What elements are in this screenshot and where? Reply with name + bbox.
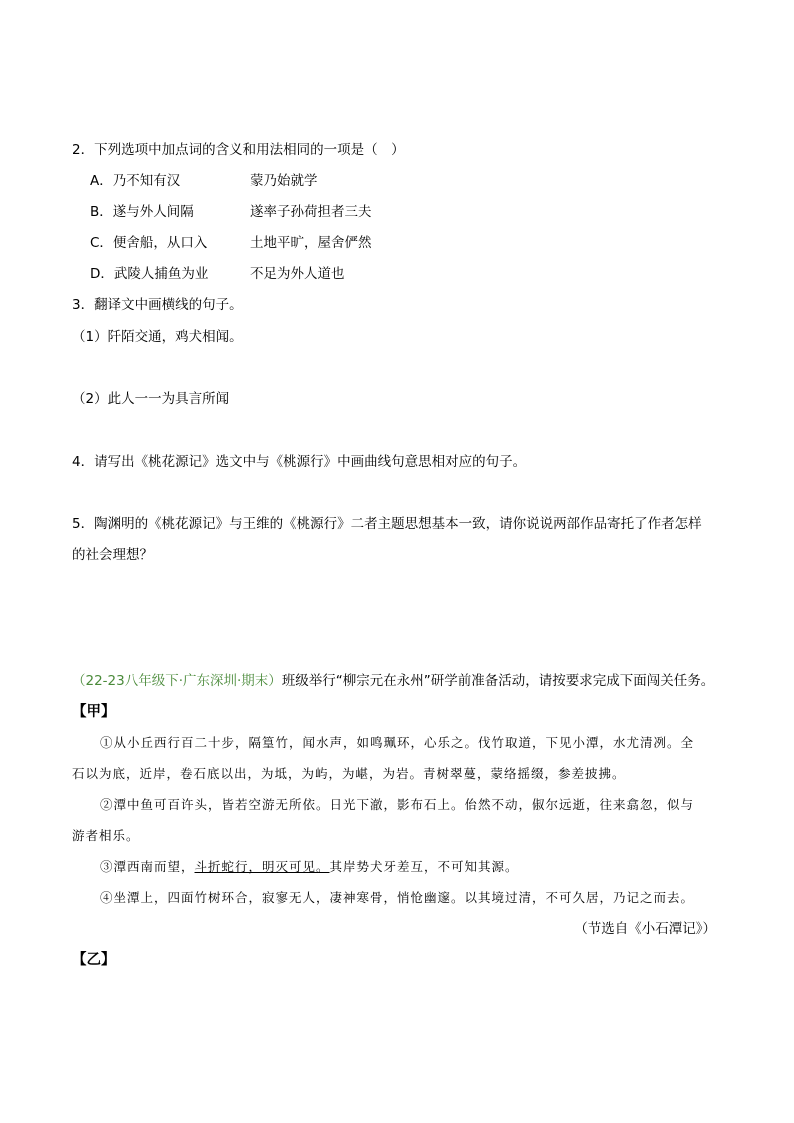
jia-paragraph-2-line-2: 游者相乐。 [72, 828, 140, 843]
q2-stem: 2．下列选项中加点词的含义和用法相同的一项是（ ） [72, 142, 405, 158]
section-instruction: 班级举行“柳宗元在永州”研学前准备活动，请按要求完成下面闯关任务。 [281, 673, 715, 689]
section-intro [72, 672, 714, 690]
jia-paragraph-2-line-1: ②潭中鱼可百许头，皆若空游无所依。日光下澈，影布石上。佁然不动，俶尔远逝，往来翕忽，似与 [100, 797, 695, 812]
q3-stem: 3．翻译文中画横线的句子。 [72, 297, 243, 313]
paragraph-3-suffix: 其岸势犬牙差互，不可知其源。 [329, 859, 519, 874]
option-b-left: B．遂与外人间隔 [90, 204, 194, 220]
paragraph-3-underlined-sentence: 斗折蛇行，明灭可见。 [194, 859, 330, 874]
paragraph-3-prefix: ③潭西南而望， [100, 859, 195, 874]
option-a-right: 蒙乃始就学 [250, 173, 318, 189]
jia-label: 【甲】 [72, 704, 116, 720]
jia-paragraph-1-line-1: ①从小丘西行百二十步，隔篁竹，闻水声，如鸣珮环，心乐之。伐竹取道，下见小潭，水尤清冽。全 [100, 735, 695, 750]
option-a-left: A．乃不知有汉 [90, 173, 181, 189]
jia-citation: （节选自《小石潭记》） [574, 921, 716, 937]
section-source: （22-23八年级下·广东深圳·期末） [72, 673, 282, 689]
q2-option-d [90, 265, 345, 283]
option-b-right: 遂率子孙荷担者三夫 [250, 204, 372, 220]
yi-label: 【乙】 [72, 952, 116, 968]
q2-option-a [90, 172, 318, 190]
q3-item-1: （1）阡陌交通，鸡犬相闻。 [72, 329, 243, 345]
option-d-right: 不足为外人道也 [250, 266, 345, 282]
q5-line-1: 5．陶渊明的《桃花源记》与王维的《桃源行》二者主题思想基本一致，请你说说两部作品寄托了作者怎样 [72, 516, 702, 532]
q2-option-c [90, 234, 372, 252]
jia-paragraph-4: ④坐潭上，四面竹树环合，寂寥无人，凄神寒骨，悄怆幽邃。以其境过清，不可久居，乃记之而去。 [100, 890, 695, 905]
option-c-left: C．便舍船，从口入 [90, 235, 208, 251]
option-d-left: D．武陵人捕鱼为业 [90, 266, 209, 282]
q3-item-2: （2）此人一一为具言所闻 [72, 391, 230, 407]
q5-line-2: 的社会理想？ [72, 547, 153, 563]
q2-option-b [90, 203, 372, 221]
q4-stem: 4．请写出《桃花源记》选文中与《桃源行》中画曲线句意思相对应的句子。 [72, 454, 527, 470]
jia-paragraph-3 [100, 858, 519, 876]
option-c-right: 土地平旷，屋舍俨然 [250, 235, 372, 251]
jia-paragraph-1-line-2: 石以为底，近岸，卷石底以出，为坻，为屿，为嵁，为岩。青树翠蔓，蒙络摇缀，参差披拂。 [72, 766, 626, 781]
